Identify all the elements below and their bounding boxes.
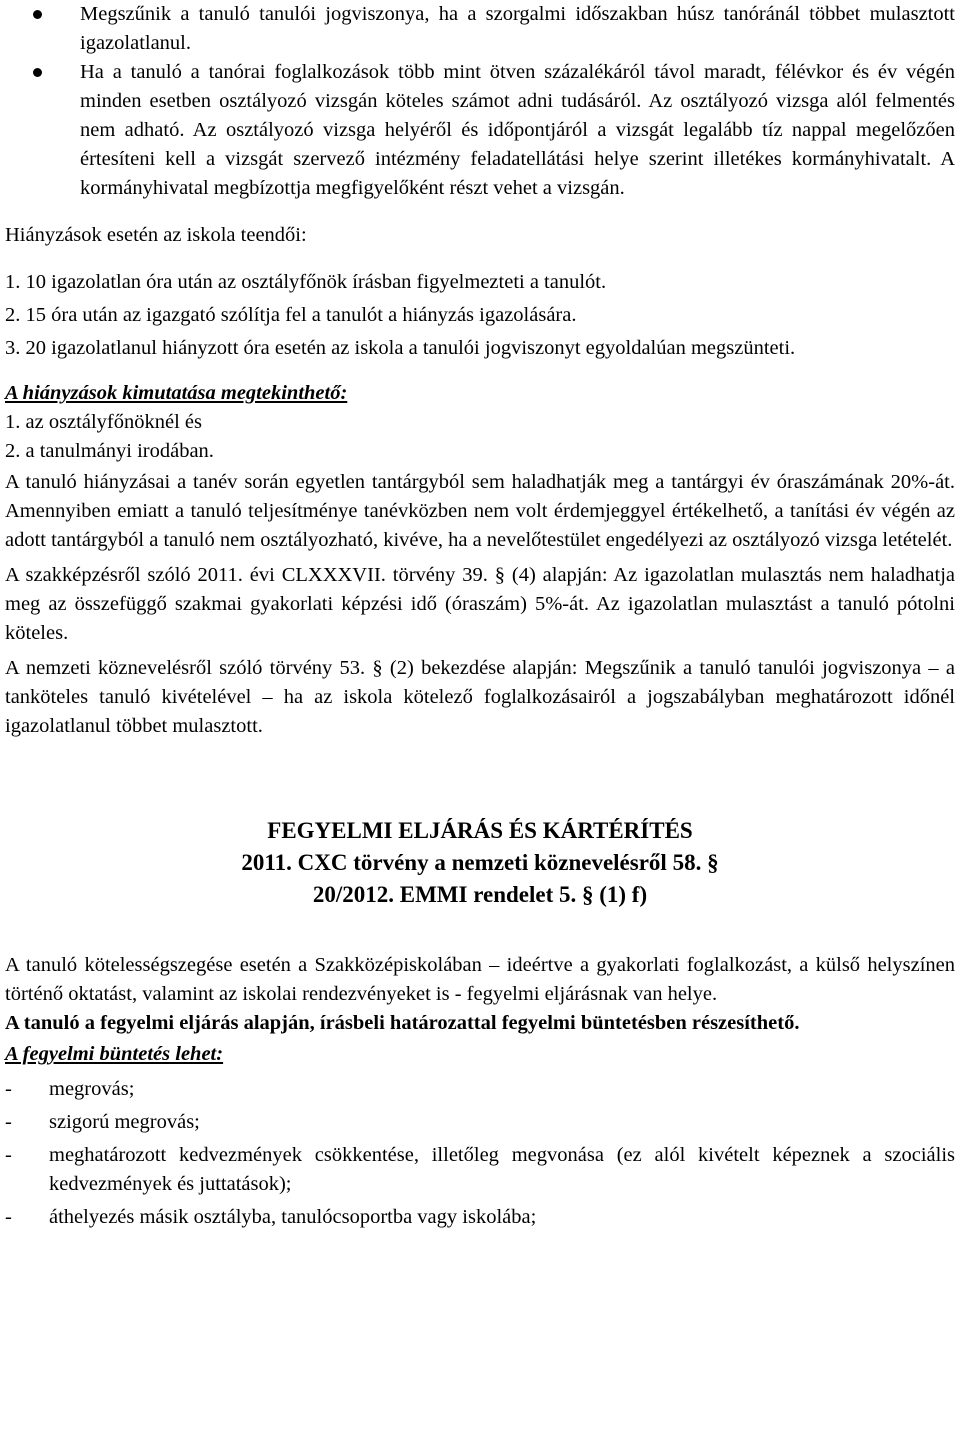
paragraph: A nemzeti köznevelésről szóló törvény 53. § (2) bekezdése alapján: Megszűnik a tanuló tanulói jogviszonya – a tanköteles tanuló kivételével – ha az iskola kötelező foglalkozásairól a jogszabályban meghatározott időnél igazolatlanul többet mulasztott. [5,657,955,737]
dash-marker: - [5,1111,12,1133]
discipline-list-title: A fegyelmi büntetés lehet: [5,1043,224,1065]
bullet-item [5,0,955,58]
dash-marker: - [5,1144,12,1166]
section-heading [5,815,955,911]
list-item-text: szigorú megrovás; [49,1111,200,1133]
bullet-item [5,58,955,203]
paragraph: A tanuló kötelességszegése esetén a Szakközépiskolában – ideértve a gyakorlati foglalkozást, a külső helyszínen történő oktatást, valamint az iskolai rendezvényeket is - fegyelmi eljárásnak van helye. [5,954,955,1005]
list-item [5,1141,955,1199]
list-item [5,1203,955,1232]
numbered-item: 3. 20 igazolatlanul hiányzott óra esetén az iskola a tanulói jogviszonyt egyoldalúan megszünteti. [5,337,796,359]
document-page [5,0,955,1236]
list-item [5,1075,955,1104]
list-item-text: meghatározott kedvezmények csökkentése, illetőleg megvonása (ez alól kivételt képeznek a szociális kedvezmények és juttatások); [49,1144,955,1195]
bullet-icon [33,10,42,19]
section-subtitle: 20/2012. EMMI rendelet 5. § (1) f) [312,882,648,907]
bold-paragraph: A tanuló a fegyelmi eljárás alapján, írásbeli határozattal fegyelmi büntetésben részesíthető. [5,1012,800,1034]
numbered-item: 1. az osztályfőnöknél és [5,411,202,433]
list-item-text: áthelyezés másik osztályba, tanulócsoportba vagy iskolába; [49,1206,537,1228]
numbered-item: 2. 15 óra után az igazgató szólítja fel a tanulót a hiányzás igazolására. [5,304,577,326]
numbered-item: 1. 10 igazolatlan óra után az osztályfőnök írásban figyelmezteti a tanulót. [5,271,607,293]
absence-record-title: A hiányzások kimutatása megtekinthető: [5,382,348,404]
dash-marker: - [5,1206,12,1228]
absence-duties-list [5,268,955,363]
bullet-icon [33,68,42,77]
numbered-item: 2. a tanulmányi irodában. [5,440,214,462]
absence-duties-title: Hiányzások esetén az iskola teendői: [5,224,307,246]
bullet-text: Ha a tanuló a tanórai foglalkozások több mint ötven százalékáról távol maradt, félévkor és év végén minden esetben osztályozó vizsgán köteles számot adni tudásáról. Az osztályozó vizsga alól felmentés nem adható. Az osztályozó vizsga helyéről és időpontjáról a vizsgát legalább tíz nappal megelőzően értesíteni kell a vizsgát szervező intézmény feladatellátási helye szerint illetékes kormányhivatalt. A kormányhivatal megbízottja megfigyelőként részt vehet a vizsgán. [80,61,955,199]
list-item [5,1108,955,1137]
section-subtitle: 2011. CXC törvény a nemzeti köznevelésről 58. § [241,850,719,875]
dash-marker: - [5,1078,12,1100]
bullet-text: Megszűnik a tanuló tanulói jogviszonya, ha a szorgalmi időszakban húsz tanóránál többet mulasztott igazolatlanul. [80,3,955,54]
list-item-text: megrovás; [49,1078,135,1100]
section-title: FEGYELMI ELJÁRÁS ÉS KÁRTÉRÍTÉS [267,818,693,843]
paragraph: A tanuló hiányzásai a tanév során egyetlen tantárgyból sem haladhatják meg a tantárgyi év óraszámának 20%-át. Amennyiben emiatt a tanuló teljesítménye tanévközben nem volt érdemjeggyel értékelhető, a tanítási év végén az adott tantárgyból a tanuló nem osztályozható, kivéve, ha a nevelőtestület engedélyezi az osztályozó vizsga letételét. [5,471,955,551]
bullet-list [5,0,955,203]
penalty-list [5,1075,955,1232]
paragraph: A szakképzésről szóló 2011. évi CLXXXVII. törvény 39. § (4) alapján: Az igazolatlan mulasztás nem haladhatja meg az összefüggő szakmai gyakorlati képzési idő (óraszám) 5%-át. Az igazolatlan mulasztást a tanuló pótolni köteles. [5,564,955,644]
